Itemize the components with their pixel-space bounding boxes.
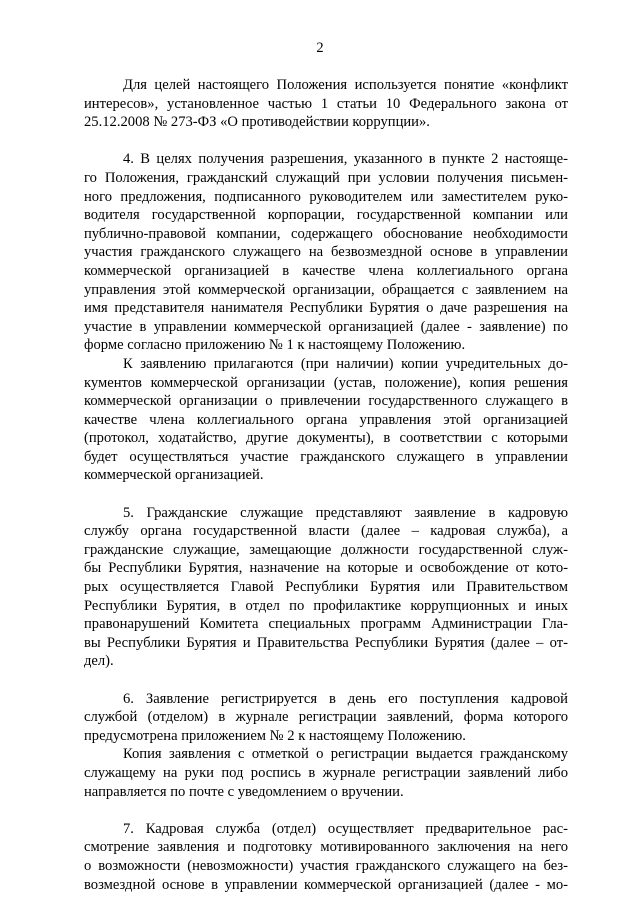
paragraph-item-5: [84, 504, 568, 671]
text-line: Для целей настоящего Положения используется понятие «конфликт: [123, 77, 568, 93]
text-line: служащему на руки под роспись в журнале регистрации заявлений либо: [84, 764, 568, 781]
text-line: дел).: [84, 653, 114, 670]
text-line: форме согласно приложению № 1 к настоящему Положению.: [84, 337, 466, 354]
text-line: водителя государственной корпорации, государственной компании или: [84, 207, 568, 224]
text-line: (протокол, ходатайство, другие документы), в соответствии с которыми: [84, 430, 568, 447]
text-line: 6. Заявление регистрируется в день его поступления кадровой: [123, 690, 568, 707]
text-line: 4. В целях получения разрешения, указанного в пункте 2 настояще-: [123, 151, 568, 168]
text-line: имя представителя нанимателя Республики Бурятия о даче разрешения на: [84, 300, 568, 317]
text-line: ного предложения, подписанного руководителем или заместителем руко-: [84, 188, 568, 205]
paragraph-gap: [84, 485, 568, 504]
text-line: службой (отделом) в журнале регистрации заявлений, форма которого: [84, 709, 568, 726]
text-line: возмездной основе в управлении коммерческой организацией (далее - мо-: [84, 876, 568, 893]
text-line: гражданские служащие, замещающие должности государственной служ-: [84, 541, 568, 558]
paragraph-item-7: [84, 820, 568, 894]
paragraph-item-4: [84, 150, 568, 355]
paragraph-attachments: [84, 355, 568, 485]
text-line: К заявлению прилагаются (при наличии) копии учредительных до-: [123, 355, 568, 372]
text-line: го Положения, гражданский служащий при условии получения письмен-: [84, 169, 568, 186]
text-line: кументов коммерческой организации (устав, положение), копия решения: [84, 374, 568, 391]
text-line: направляется по почте с уведомлением о вручении.: [84, 783, 404, 800]
text-line: 5. Гражданские служащие представляют заявление в кадровую: [123, 504, 568, 521]
paragraph-item-6: [84, 690, 568, 746]
text-line: правонарушений Комитета специальных программ Администрации Гла-: [84, 616, 568, 633]
document-body: [84, 76, 568, 894]
text-line: публично-правовой компании, содержащего обоснование необходимости: [84, 225, 568, 242]
text-line: участие в управлении коммерческой организацией (далее - заявление) по: [84, 318, 568, 335]
paragraph-copy-of-application: [84, 745, 568, 801]
text-line: коммерческой организацией.: [84, 467, 264, 484]
text-line: рых осуществляется Главой Республики Бурятия или Правительством: [84, 579, 568, 596]
text-line: предусмотрена приложением № 2 к настоящему Положению.: [84, 727, 466, 744]
text-line: 25.12.2008 № 273-ФЗ «О противодействии коррупции».: [84, 114, 430, 131]
paragraph-gap: [84, 132, 568, 151]
text-line: Копия заявления с отметкой о регистрации выдается гражданскому: [123, 746, 568, 763]
text-line: участия гражданского служащего на безвозмездной основе в управлении: [84, 244, 568, 261]
text-line: качестве члена коллегиального органа управления этой организацией: [84, 411, 568, 428]
text-line: управления этой коммерческой организации, обращается с заявлением на: [84, 281, 568, 298]
paragraph-gap: [84, 801, 568, 820]
text-line: бы Республики Бурятия, назначение на которые и освобождение от кото-: [84, 560, 568, 577]
text-line: Республики Бурятия, в отдел по профилактике коррупционных и иных: [84, 597, 568, 614]
paragraph-gap: [84, 671, 568, 690]
page-number: 2: [316, 40, 324, 56]
paragraph-conflict-of-interest: [84, 76, 568, 132]
text-line: будет осуществляться участие гражданского служащего в управлении: [84, 448, 568, 465]
text-line: интересов», установленное частью 1 статьи 10 Федерального закона от: [84, 95, 568, 112]
text-line: смотрение заявления и подготовку мотивированного заключения на него: [84, 839, 568, 856]
text-line: о возможности (невозможности) участия гражданского служащего на без-: [84, 857, 568, 874]
text-line: службу органа государственной власти (далее – кадровая служба), а: [84, 523, 568, 540]
text-line: вы Республики Бурятия и Правительства Республики Бурятия (далее – от-: [84, 634, 568, 651]
text-line: коммерческой организации о привлечении государственного служащего в: [84, 393, 568, 410]
text-line: коммерческой организацией в качестве члена коллегиального органа: [84, 262, 568, 279]
text-line: 7. Кадровая служба (отдел) осуществляет предварительное рас-: [123, 820, 568, 837]
